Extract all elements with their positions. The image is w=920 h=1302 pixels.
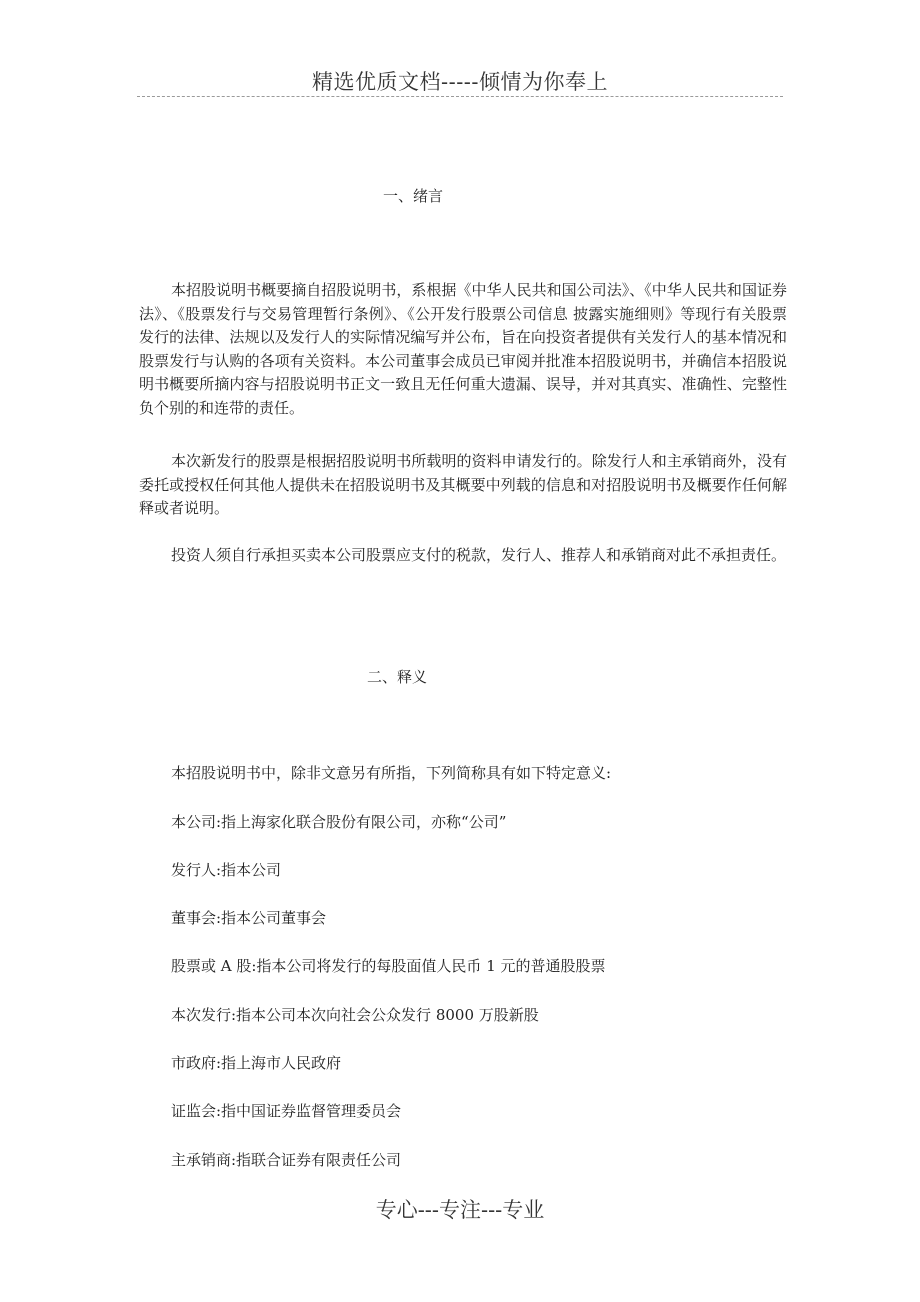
definition-item: 股票或 A 股:指本公司将发行的每股面值人民币 1 元的普通股股票	[171, 957, 606, 975]
section-title-definitions: 二、释义	[367, 668, 428, 686]
section-title-introduction: 一、绪言	[383, 187, 444, 205]
definition-item: 主承销商:指联合证券有限责任公司	[171, 1151, 402, 1169]
definition-item: 市政府:指上海市人民政府	[171, 1054, 342, 1072]
page-footer: 专心---专注---专业	[375, 1198, 545, 1222]
definition-item: 发行人:指本公司	[171, 861, 282, 879]
definition-intro: 本招股说明书中，除非文意另有所指，下列简称具有如下特定意义:	[171, 764, 612, 782]
page-header: 精选优质文档-----倾情为你奉上	[312, 70, 608, 94]
paragraph: 本次新发行的股票是根据招股说明书所载明的资料申请发行的。除发行人和主承销商外，没有委托或授权任何其他人提供未在招股说明书及其概要中列载的信息和对招股说明书及概要作任何解释或者说明。	[139, 452, 787, 518]
definition-item: 本公司:指上海家化联合股份有限公司，亦称“公司”	[171, 813, 507, 831]
header-divider	[137, 96, 783, 97]
definition-item: 董事会:指本公司董事会	[171, 909, 327, 927]
definition-item: 本次发行:指本公司本次向社会公众发行 8000 万股新股	[171, 1006, 539, 1024]
paragraph: 本招股说明书概要摘自招股说明书，系根据《中华人民共和国公司法》、《中华人民共和国证券法》、《股票发行与交易管理暂行条例》、《公开发行股票公司信息 披露实施细则》等现行有关股票发行的法律、法规以及发行人的实际情况编写并公布，旨在向投资者提供有关发行人的基本情况和股票发行与认购的各项有关资料。本公司董事会成员已审阅并批准本招股说明书，并确信本招股说明书概要所摘内容与招股说明书正文一致且无任何重大遗漏、误导，并对其真实、准确性、完整性负个别的和连带的责任。	[139, 281, 787, 417]
paragraph: 投资人须自行承担买卖本公司股票应支付的税款，发行人、推荐人和承销商对此不承担责任。	[171, 546, 787, 564]
definition-item: 证监会:指中国证券监督管理委员会	[171, 1102, 402, 1120]
